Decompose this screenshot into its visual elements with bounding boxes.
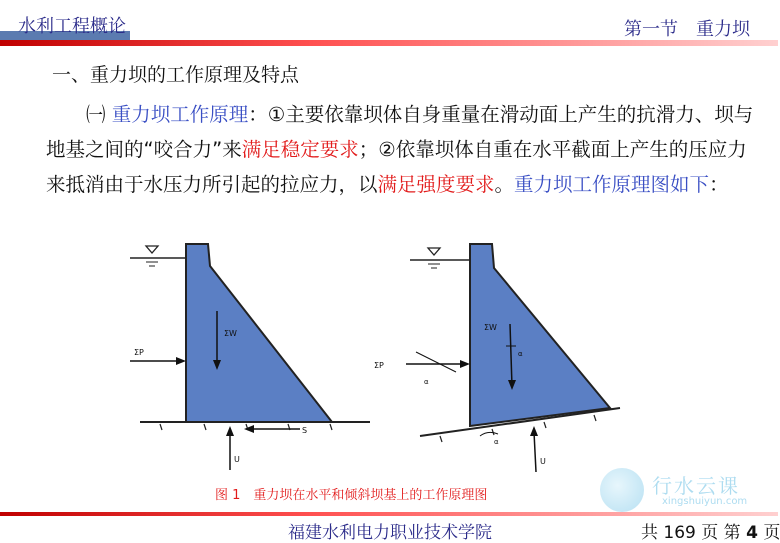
dam-body-left bbox=[186, 244, 332, 422]
watermark-domain: xingshuiyun.com bbox=[662, 496, 748, 507]
stability-requirement: 满足稳定要求 bbox=[241, 138, 359, 161]
watermark-brand: 行水云课 bbox=[652, 474, 740, 498]
figure-intro: 重力坝工作原理图如下 bbox=[514, 173, 710, 196]
s-label: S bbox=[302, 426, 308, 435]
page-prefix: 共 bbox=[641, 523, 658, 543]
page-label: 第 bbox=[723, 523, 741, 543]
water-level-icon-right bbox=[428, 248, 440, 255]
footer-school: 福建水利电力职业技术学院 bbox=[288, 523, 492, 543]
alpha-label-right: α bbox=[518, 350, 523, 358]
principle-text-4: ： bbox=[709, 173, 729, 196]
course-title: 水利工程概论 bbox=[18, 16, 126, 37]
slide-heading: 一、重力坝的工作原理及特点 bbox=[52, 64, 300, 86]
footer-rule bbox=[0, 512, 778, 516]
dam-body-right bbox=[470, 244, 610, 426]
sum-w-label-right: ΣW bbox=[484, 323, 497, 332]
dam-inclined-foundation bbox=[374, 244, 620, 472]
section-title: 第一节 重力坝 bbox=[624, 19, 750, 40]
total-pages: 169 bbox=[663, 523, 696, 543]
sum-w-label-left: ΣW bbox=[224, 329, 237, 338]
page-suffix: 页 bbox=[763, 523, 780, 543]
u-label-left: U bbox=[234, 455, 240, 464]
body-paragraph bbox=[46, 97, 756, 202]
watermark-logo-icon bbox=[600, 468, 644, 512]
uplift-arrow-right bbox=[534, 432, 536, 472]
u-label-right: U bbox=[540, 457, 546, 466]
current-page: 4 bbox=[746, 523, 758, 543]
alpha-label-p: α bbox=[424, 378, 429, 386]
sum-p-label-right: ΣP bbox=[374, 361, 384, 370]
dam-principle-figure bbox=[120, 236, 620, 476]
principle-text-1: ：①主要依靠坝体自身重量在滑动面上产生的抗滑力、坝与地基之间的“咬合力”来 bbox=[46, 103, 754, 161]
header-rule bbox=[0, 40, 778, 46]
alpha-label-base: α bbox=[494, 438, 499, 446]
page-counter bbox=[641, 518, 780, 543]
principle-text-3: 。 bbox=[494, 173, 515, 196]
dam-horizontal-foundation bbox=[130, 244, 370, 470]
water-level-icon bbox=[146, 246, 158, 253]
principle-term: 重力坝工作原理 bbox=[111, 103, 249, 126]
figure-caption: 图 1 重力坝在水平和倾斜坝基上的工作原理图 bbox=[215, 488, 488, 503]
strength-requirement: 满足强度要求 bbox=[377, 173, 495, 196]
paragraph-marker: ㈠ bbox=[86, 103, 106, 126]
sum-p-label-left: ΣP bbox=[134, 348, 144, 357]
page-mid: 页 bbox=[701, 523, 719, 543]
principle-text-2: ；②依靠坝体自重在水平截面上产生的压应力来抵消由于水压力所引起的拉应力，以 bbox=[46, 138, 747, 196]
